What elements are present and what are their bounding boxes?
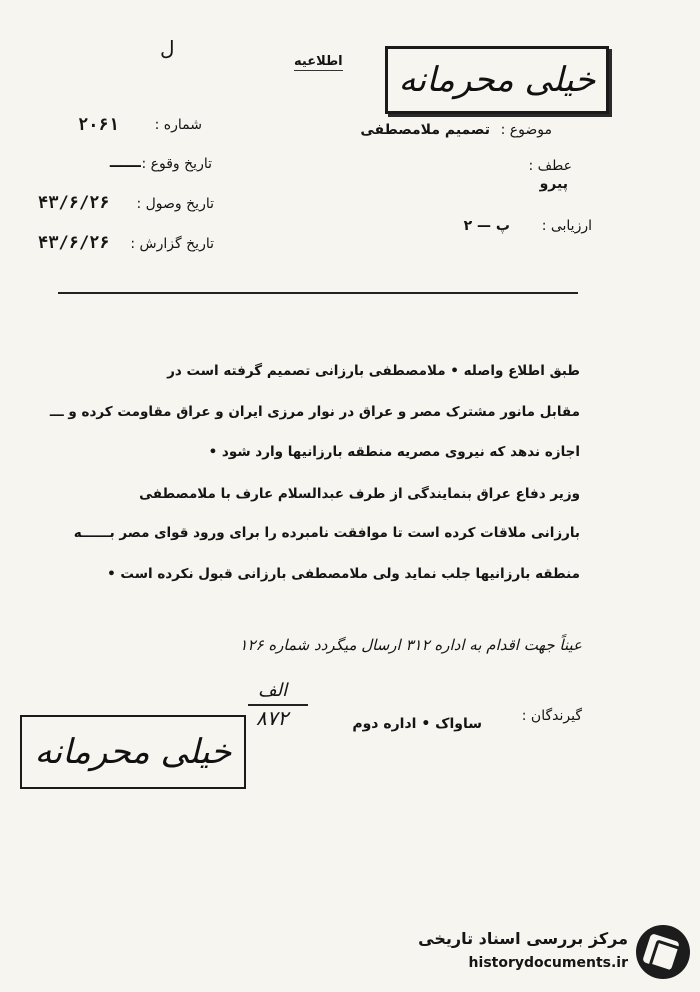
number-value: ۲۰۶۱ xyxy=(78,115,119,135)
archive-name: مرکز بررسی اسناد تاریخی xyxy=(418,929,628,948)
report-date-label: تاریخ گزارش : xyxy=(130,236,214,252)
receipt-date-label: تاریخ وصول : xyxy=(136,196,214,212)
rating-label: ارزیابی : xyxy=(541,218,592,234)
archive-url: historydocuments.ir xyxy=(468,955,628,971)
body-line: منطقه بارزانیها جلب نماید ولی ملامصطفی بارزانی قبول نکرده است • xyxy=(107,566,580,582)
body-line: بارزانی ملاقات کرده است تا موافقت نامبرده را برای ورود قوای مصر بــــــه xyxy=(73,525,580,541)
body-line: اجازه ندهد که نیروی مصریه منطقه بارزانیها وارد شود • xyxy=(208,444,580,460)
subject-label: موضوع : xyxy=(500,122,552,138)
recipients-value: ساواک • اداره دوم xyxy=(352,716,482,732)
file-number: ۸۷۲ xyxy=(256,706,289,730)
archive-logo-icon xyxy=(636,925,690,979)
confidential-stamp-top: خیلی محرمانه xyxy=(385,46,609,114)
body-line: طبق اطلاع واصله • ملامصطفی بارزانی تصمیم گرفته است در xyxy=(167,363,580,379)
receipt-date-value: ۴۳/۶/۲۶ xyxy=(38,193,110,213)
occurrence-date-label: تاریخ وقوع : xyxy=(141,156,212,172)
subject-value: تصمیم ملامصطفی xyxy=(360,122,490,138)
body-line: مقابل مانور مشترک مصر و عراق در نوار مرزی ایران و عراق مقاومت کرده و ـــ xyxy=(49,404,580,420)
file-series: الف xyxy=(258,680,288,701)
body-line: وزیر دفاع عراق بنمایندگی از طرف عبدالسلام عارف با ملامصطفی xyxy=(139,486,580,502)
recipients-label: گیرندگان : xyxy=(521,708,582,724)
occurrence-date-value: ـــ xyxy=(110,152,141,172)
confidential-stamp-bottom: خیلی محرمانه xyxy=(20,715,246,789)
reference-followup: پیرو xyxy=(539,176,568,192)
forwarding-note: عیناً جهت اقدام به اداره ۳۱۲ ارسال میگردد شماره ۱۲۶ xyxy=(239,636,582,654)
report-date-value: ۴۳/۶/۲۶ xyxy=(38,233,110,253)
reference-label: عطف : xyxy=(528,158,572,174)
number-label: شماره : xyxy=(154,117,202,133)
header-divider xyxy=(58,292,578,294)
handwritten-mark: ل xyxy=(160,36,175,60)
notice-heading: اطلاعیه xyxy=(294,54,343,69)
rating-value: پ — ۲ xyxy=(463,218,510,234)
archive-watermark xyxy=(412,925,690,983)
